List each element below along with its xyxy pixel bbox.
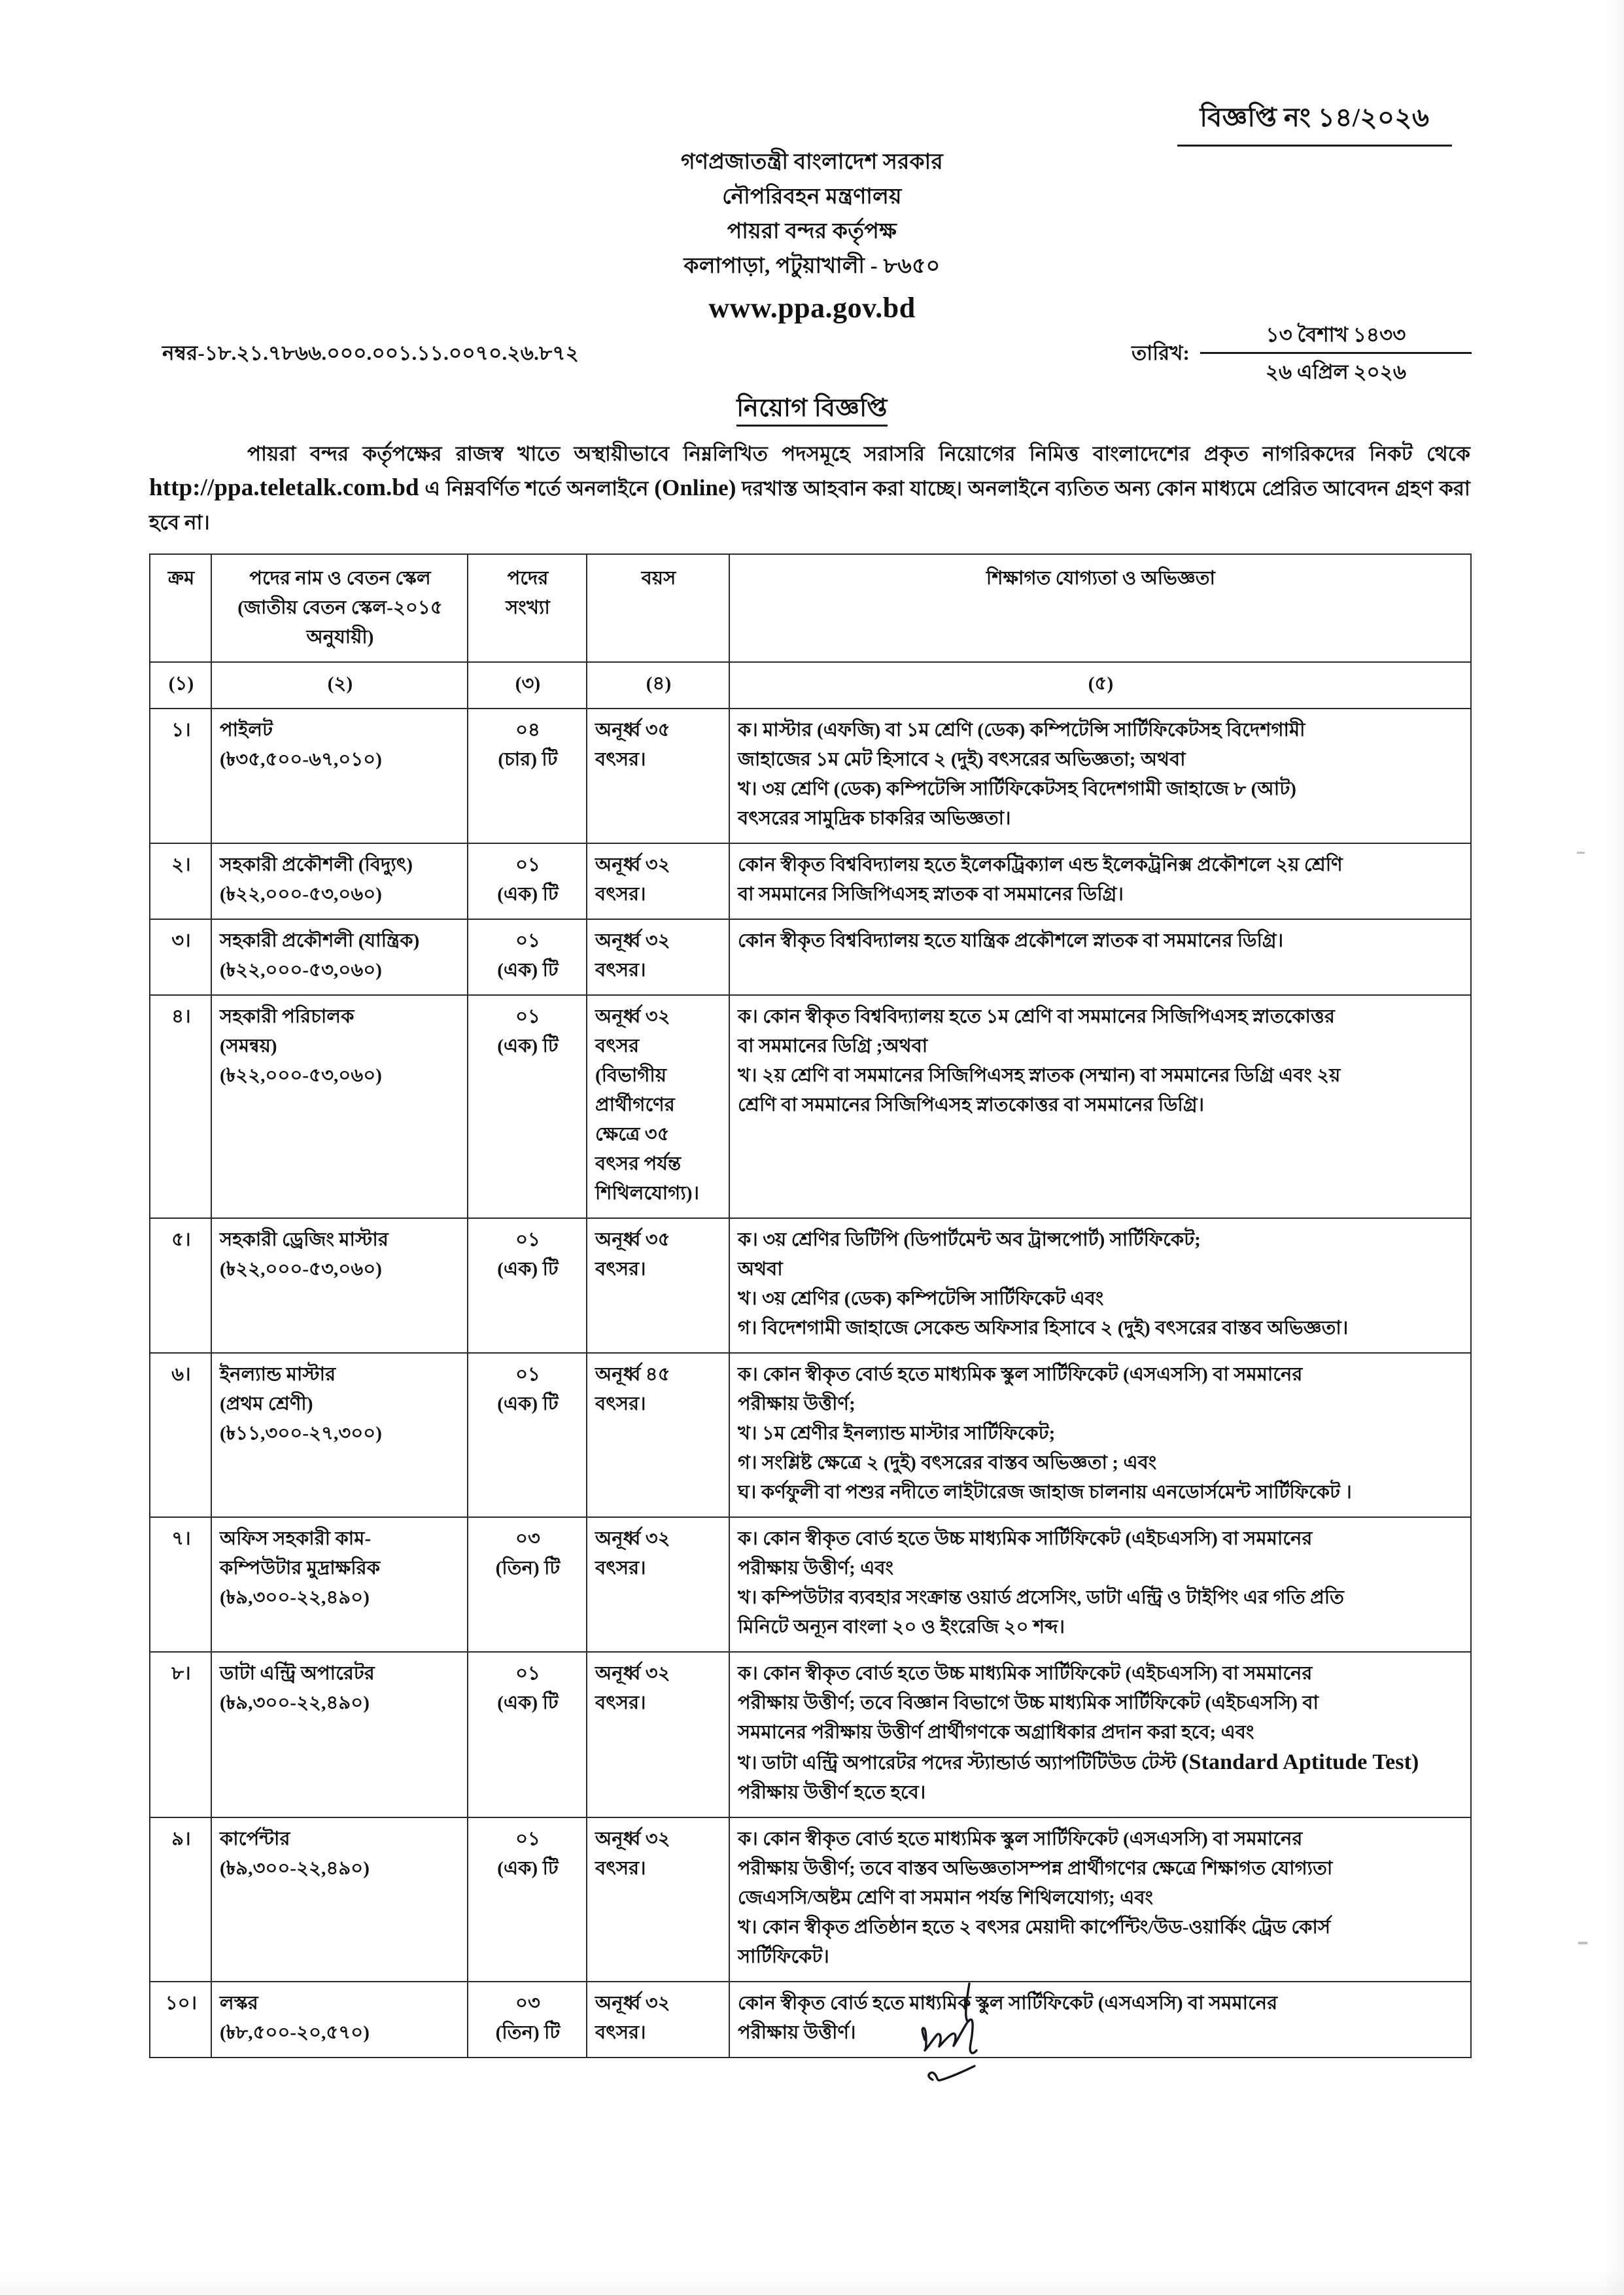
notice-title <box>0 389 1624 430</box>
age-line-1: অনূর্ধ্ব ৩২ <box>595 1829 670 1849</box>
age-line-2: বৎসর। <box>595 1692 646 1713</box>
qual-line: ক। কোন স্বীকৃত বোর্ড হতে উচ্চ মাধ্যমিক সার্টিফিকেট (এইচএসসি) বা সমমানের <box>738 1528 1313 1549</box>
qual-line-mixed-bn-1: খ। ডাটা এন্ট্রি অপারেটর পদের স্ট্যান্ডার্ড অ্যাপটিটিউড টেস্ট <box>738 1753 1182 1774</box>
org-line-address: কলাপাড়া, পটুয়াখালী - ৮৬৫০ <box>683 254 941 278</box>
qual-line: জাহাজের ১ম মেট হিসাবে ২ (দুই) বৎসরের অভিজ্ঞতা; অথবা <box>738 749 1186 770</box>
intro-part-3: দরখাস্ত আহবান করা যাচ্ছে। অনলাইনে ব্যতিত অন্য কোন মাধ্যমে প্রেরিত আবেদন গ্রহণ করা হবে না। <box>149 477 1470 534</box>
organisation-block <box>0 145 1624 328</box>
header-post-line1: পদের নাম ও বেতন স্কেল <box>249 568 431 589</box>
qual-line: পরীক্ষায় উত্তীর্ণ; তবে বিজ্ঞান বিভাগে উচ্চ মাধ্যমিক সার্টিফিকেট (এইচএসসি) বা <box>738 1692 1319 1713</box>
date-values <box>1200 321 1472 388</box>
table-row <box>150 843 1471 919</box>
jobs-table-wrapper <box>149 553 1470 2058</box>
age-line-1: অনূর্ধ্ব ৩২ <box>595 1528 670 1549</box>
row-age <box>587 1652 729 1817</box>
count-number: ০১ <box>515 854 540 875</box>
date-block <box>1132 321 1472 388</box>
post-scale: (৳১১,৩০০-২৭,৩০০) <box>220 1423 382 1444</box>
post-name-sub: (প্রথম শ্রেণী) <box>220 1393 313 1414</box>
row-age <box>587 1517 729 1652</box>
table-row <box>150 709 1471 843</box>
age-line-2: বৎসর। <box>595 1259 646 1280</box>
intro-online-en: (Online) <box>654 475 736 500</box>
row-post <box>211 1652 468 1817</box>
age-line-1: অনূর্ধ্ব ৩২ <box>595 1006 670 1027</box>
qual-line: পরীক্ষায় উত্তীর্ণ; <box>738 1393 855 1414</box>
post-scale: (৳৯,৩০০-২২,৪৯০) <box>220 1587 370 1608</box>
qual-line: বা সমমানের সিজিপিএসহ স্নাতক বা সমমানের ডিগ্রি। <box>738 884 1124 905</box>
table-row <box>150 1652 1471 1817</box>
age-line-2: বৎসর। <box>595 884 646 905</box>
age-line-2: বৎসর। <box>595 749 646 770</box>
post-scale: (৳৮,৫০০-২০,৫৭০) <box>220 2022 370 2043</box>
row-count <box>468 995 587 1218</box>
count-number: ০১ <box>515 930 540 951</box>
row-age <box>587 1817 729 1982</box>
colnum-2: (২) <box>211 662 468 709</box>
colnum-4: (৪) <box>587 662 729 709</box>
jobs-table-body <box>150 709 1471 2058</box>
scan-speck <box>1577 852 1585 854</box>
table-row <box>150 1353 1471 1517</box>
row-age <box>587 709 729 843</box>
qual-line-mixed-bn-2: পরীক্ষায় উত্তীর্ণ হতে হবে। <box>738 1782 926 1803</box>
org-line-government: গণপ্রজাতন্ত্রী বাংলাদেশ সরকার <box>681 150 943 174</box>
qual-line: বৎসরের সামুদ্রিক চাকরির অভিজ্ঞতা। <box>738 808 1011 829</box>
row-qualification <box>729 995 1471 1218</box>
row-post <box>211 709 468 843</box>
table-header-row <box>150 554 1471 662</box>
post-scale: (৳৯,৩০০-২২,৪৯০) <box>220 1858 370 1879</box>
org-website[interactable]: www.ppa.gov.bd <box>708 292 916 324</box>
qual-line: খ। ২য় শ্রেণি বা সমমানের সিজিপিএসহ স্নাতক (সম্মান) বা সমমানের ডিগ্রি এবং ২য় <box>738 1065 1341 1086</box>
colnum-5: (৫) <box>729 662 1471 709</box>
qual-line: গ। সংশ্লিষ্ট ক্ষেত্রে ২ (দুই) বৎসরের বাস্তব অভিজ্ঞতা ; এবং <box>738 1452 1157 1473</box>
table-row <box>150 1517 1471 1652</box>
row-post <box>211 919 468 995</box>
qual-line: ক। ৩য় শ্রেণির ডিটিপি (ডিপার্টমেন্ট অব ট্রান্সপোর্ট) সার্টিফিকেট; <box>738 1229 1201 1250</box>
age-line-1: অনূর্ধ্ব ৩২ <box>595 854 670 875</box>
table-row <box>150 1982 1471 2058</box>
post-name: সহকারী পরিচালক <box>220 1006 354 1027</box>
qual-line: কোন স্বীকৃত বোর্ড হতে মাধ্যমিক স্কুল সার্টিফিকেট (এসএসসি) বা সমমানের <box>738 1993 1278 2014</box>
row-qualification <box>729 709 1471 843</box>
date-label: তারিখ: <box>1132 341 1190 364</box>
intro-paragraph <box>149 437 1470 540</box>
table-row <box>150 1817 1471 1982</box>
age-line-1: অনূর্ধ্ব ৩২ <box>595 930 670 951</box>
qual-line: ক। কোন স্বীকৃত বোর্ড হতে মাধ্যমিক স্কুল সার্টিফিকেট (এসএসসি) বা সমমানের <box>738 1829 1303 1849</box>
age-line-3: (বিভাগীয় <box>595 1065 666 1086</box>
post-name: ইনল্যান্ড মাস্টার <box>220 1364 336 1385</box>
intro-part-2: এ নিম্নবর্ণিত শর্তে অনলাইনে <box>419 477 655 500</box>
count-word: (এক) টি <box>497 1692 559 1713</box>
memo-number: নম্বর-১৮.২১.৭৮৬৬.০০০.০০১.১১.০০৭০.২৬.৮৭২ <box>162 342 579 364</box>
row-age <box>587 1982 729 2058</box>
post-name: লস্কর <box>220 1993 258 2014</box>
post-name-sub: কম্পিউটার মুদ্রাক্ষরিক <box>220 1558 381 1579</box>
post-scale: (৳৯,৩০০-২২,৪৯০) <box>220 1692 370 1713</box>
age-line-2: বৎসর। <box>595 1558 646 1579</box>
qual-line: ক। মাস্টার (এফজি) বা ১ম শ্রেণি (ডেক) কম্পিটেন্সি সার্টিফিকেটসহ বিদেশগামী <box>738 720 1305 741</box>
header-post-count <box>468 554 587 662</box>
qual-line: পরীক্ষায় উত্তীর্ণ। <box>738 2022 856 2043</box>
post-name: পাইলট <box>220 720 273 741</box>
qual-line: ঘ। কর্ণফুলী বা পশুর নদীতে লাইটারেজ জাহাজ চালনায় এনডোর্সমেন্ট সার্টিফিকেট । <box>738 1482 1352 1503</box>
row-age <box>587 995 729 1218</box>
post-name: ডাটা এন্ট্রি অপারেটর <box>220 1663 375 1684</box>
qual-line: সমমানের পরীক্ষায় উত্তীর্ণ প্রার্থীগণকে অগ্রাধিকার প্রদান করা হবে; এবং <box>738 1722 1254 1743</box>
row-post <box>211 843 468 919</box>
header-count-line2: সংখ্যা <box>506 597 550 618</box>
qual-line: শ্রেণি বা সমমানের সিজিপিএসহ স্নাতকোত্তর বা সমমানের ডিগ্রি। <box>738 1095 1205 1115</box>
row-sl: ৪। <box>150 995 211 1218</box>
post-name-sub: (সমন্বয়) <box>220 1036 277 1057</box>
header-qualification: শিক্ষাগত যোগ্যতা ও অভিজ্ঞতা <box>729 554 1471 662</box>
qual-line: গ। বিদেশগামী জাহাজে সেকেন্ড অফিসার হিসাবে ২ (দুই) বৎসরের বাস্তব অভিজ্ঞতা। <box>738 1318 1349 1339</box>
post-name: কার্পেন্টার <box>220 1829 290 1849</box>
qual-line: খ। ৩য় শ্রেণির (ডেক) কম্পিটেন্সি সার্টিফিকেট এবং <box>738 1288 1104 1309</box>
age-line-4: প্রার্থীগণের <box>595 1095 675 1115</box>
table-column-number-row <box>150 662 1471 709</box>
row-count <box>468 843 587 919</box>
qual-line: পরীক্ষায় উত্তীর্ণ; এবং <box>738 1558 894 1579</box>
row-count <box>468 1517 587 1652</box>
row-post <box>211 1517 468 1652</box>
count-word: (তিন) টি <box>495 2022 561 2043</box>
post-name: সহকারী ড্রেজিং মাস্টার <box>220 1229 389 1250</box>
post-name: অফিস সহকারী কাম- <box>220 1528 371 1549</box>
age-line-2: বৎসর <box>595 1036 640 1057</box>
qual-line: ক। কোন স্বীকৃত বোর্ড হতে উচ্চ মাধ্যমিক সার্টিফিকেট (এইচএসসি) বা সমমানের <box>738 1663 1313 1684</box>
qual-line-standard-aptitude-test: (Standard Aptitude Test) <box>1181 1750 1419 1774</box>
qual-line: ক। কোন স্বীকৃত বিশ্ববিদ্যালয় হতে ১ম শ্রেণি বা সমমানের সিজিপিএসহ স্নাতকোত্তর <box>738 1006 1335 1027</box>
scan-edge-bottom <box>0 2269 1624 2295</box>
row-count <box>468 1982 587 2058</box>
row-qualification <box>729 1353 1471 1517</box>
count-word: (চার) টি <box>498 749 558 770</box>
count-number: ০৪ <box>515 720 540 741</box>
count-number: ০১ <box>515 1364 540 1385</box>
count-number: ০১ <box>515 1229 540 1250</box>
header-count-line1: পদের <box>507 568 549 589</box>
qual-line: বা সমমানের ডিগ্রি ;অথবা <box>738 1036 928 1057</box>
row-age <box>587 843 729 919</box>
header-age: বয়স <box>587 554 729 662</box>
row-qualification <box>729 843 1471 919</box>
row-post <box>211 1982 468 2058</box>
handwritten-signature <box>870 1982 1105 2107</box>
colnum-3: (৩) <box>468 662 587 709</box>
age-line-5: ক্ষেত্রে ৩৫ <box>595 1124 670 1145</box>
row-qualification <box>729 1517 1471 1652</box>
row-age <box>587 919 729 995</box>
age-line-2: বৎসর। <box>595 1858 646 1879</box>
count-number: ০১ <box>515 1006 540 1027</box>
count-number: ০১ <box>515 1663 540 1684</box>
age-line-7: শিথিলযোগ্য)। <box>595 1183 700 1204</box>
row-qualification <box>729 1652 1471 1817</box>
table-row <box>150 995 1471 1218</box>
jobs-table <box>149 553 1472 2058</box>
row-count <box>468 1652 587 1817</box>
row-sl: ১। <box>150 709 211 843</box>
age-line-1: অনূর্ধ্ব ৩৫ <box>595 720 670 741</box>
table-row <box>150 919 1471 995</box>
post-scale: (৳২২,০০০-৫৩,০৬০) <box>220 1259 383 1280</box>
colnum-1: (১) <box>150 662 211 709</box>
date-bangla: ১৩ বৈশাখ ১৪৩৩ <box>1200 321 1472 354</box>
count-word: (এক) টি <box>497 960 559 981</box>
qual-line: ক। কোন স্বীকৃত বোর্ড হতে মাধ্যমিক স্কুল সার্টিফিকেট (এসএসসি) বা সমমানের <box>738 1364 1303 1385</box>
row-sl: ৭। <box>150 1517 211 1652</box>
row-count <box>468 919 587 995</box>
count-word: (এক) টি <box>497 1858 559 1879</box>
date-gregorian: ২৬ এপ্রিল ২০২৬ <box>1265 360 1406 383</box>
qual-line: কোন স্বীকৃত বিশ্ববিদ্যালয় হতে ইলেকট্রিক্যাল এন্ড ইলেকট্রনিক্স প্রকৌশলে ২য় শ্রেণি <box>738 854 1343 875</box>
qual-line: খ। কোন স্বীকৃত প্রতিষ্ঠান হতে ২ বৎসর মেয়াদী কার্পেন্টিং/উড-ওয়ার্কিং ট্রেড কোর্স <box>738 1917 1331 1938</box>
qual-line: খ। ৩য় শ্রেণি (ডেক) কম্পিটেন্সি সার্টিফিকেটসহ বিদেশগামী জাহাজে ৮ (আট) <box>738 779 1296 799</box>
row-sl: ২। <box>150 843 211 919</box>
age-line-2: বৎসর। <box>595 1393 646 1414</box>
row-qualification <box>729 919 1471 995</box>
qual-line: অথবা <box>738 1259 783 1280</box>
application-url[interactable]: http://ppa.teletalk.com.bd <box>149 474 419 501</box>
row-sl: ১০। <box>150 1982 211 2058</box>
row-post <box>211 1353 468 1517</box>
row-sl: ৮। <box>150 1652 211 1817</box>
row-count <box>468 709 587 843</box>
qual-line: খ। কম্পিউটার ব্যবহার সংক্রান্ত ওয়ার্ড প্রসেসিং, ডাটা এন্ট্রি ও টাইপিং এর গতি প্রতি <box>738 1587 1345 1608</box>
count-number: ০১ <box>515 1829 540 1849</box>
qual-line: খ। ১ম শ্রেণীর ইনল্যান্ড মাস্টার সার্টিফিকেট; <box>738 1423 1056 1444</box>
row-post <box>211 1218 468 1353</box>
age-line-2: বৎসর। <box>595 960 646 981</box>
post-scale: (৳৩৫,৫০০-৬৭,০১০) <box>220 749 382 770</box>
age-line-2: বৎসর। <box>595 2022 646 2043</box>
post-scale: (৳২২,০০০-৫৩,০৬০) <box>220 1065 383 1086</box>
post-name: সহকারী প্রকৌশলী (যান্ত্রিক) <box>220 930 420 951</box>
row-count <box>468 1817 587 1982</box>
row-sl: ৩। <box>150 919 211 995</box>
qual-line: কোন স্বীকৃত বিশ্ববিদ্যালয় হতে যান্ত্রিক প্রকৌশলে স্নাতক বা সমমানের ডিগ্রি। <box>738 930 1284 951</box>
scan-speck <box>1578 1942 1587 1944</box>
circular-number: বিজ্ঞপ্তি নং ১৪/২০২৬ <box>1177 97 1452 147</box>
count-word: (এক) টি <box>497 1259 559 1280</box>
row-qualification <box>729 1218 1471 1353</box>
count-number: ০৩ <box>515 1528 540 1549</box>
count-word: (তিন) টি <box>495 1558 561 1579</box>
count-word: (এক) টি <box>497 884 559 905</box>
count-word: (এক) টি <box>497 1393 559 1414</box>
age-line-1: অনূর্ধ্ব ৪৫ <box>595 1364 670 1385</box>
row-count <box>468 1218 587 1353</box>
age-line-1: অনূর্ধ্ব ৩৫ <box>595 1229 670 1250</box>
qual-line: মিনিটে অন্যূন বাংলা ২০ ও ইংরেজি ২০ শব্দ। <box>738 1617 1065 1638</box>
qual-line: সার্টিফিকেট। <box>738 1946 829 1967</box>
org-line-ministry: নৌপরিবহন মন্ত্রণালয় <box>722 185 902 209</box>
post-scale: (৳২২,০০০-৫৩,০৬০) <box>220 884 383 905</box>
row-qualification <box>729 1817 1471 1982</box>
scan-edge-right <box>1602 0 1624 2295</box>
age-line-1: অনূর্ধ্ব ৩২ <box>595 1663 670 1684</box>
row-age <box>587 1218 729 1353</box>
header-post-line2: (জাতীয় বেতন স্কেল-২০১৫ <box>237 597 443 618</box>
row-count <box>468 1353 587 1517</box>
row-post <box>211 995 468 1218</box>
qual-line: জেএসসি/অষ্টম শ্রেণি বা সমমান পর্যন্ত শিথিলযোগ্য; এবং <box>738 1887 1154 1908</box>
org-line-authority: পায়রা বন্দর কর্তৃপক্ষ <box>727 220 897 243</box>
row-sl: ৫। <box>150 1218 211 1353</box>
row-post <box>211 1817 468 1982</box>
age-line-6: বৎসর পর্যন্ত <box>595 1153 682 1174</box>
row-sl: ৬। <box>150 1353 211 1517</box>
row-sl: ৯। <box>150 1817 211 1982</box>
count-word: (এক) টি <box>497 1036 559 1057</box>
post-name: সহকারী প্রকৌশলী (বিদ্যুৎ) <box>220 854 413 875</box>
header-post-name-scale <box>211 554 468 662</box>
header-post-line3: অনুযায়ী) <box>306 627 374 648</box>
notice-title-text: নিয়োগ বিজ্ঞপ্তি <box>736 394 888 427</box>
post-scale: (৳২২,০০০-৫৩,০৬০) <box>220 960 383 981</box>
qual-line: পরীক্ষায় উত্তীর্ণ; তবে বাস্তব অভিজ্ঞতাসম্পন্ন প্রার্থীগণের ক্ষেত্রে শিক্ষাগত যোগ্যতা <box>738 1858 1333 1879</box>
table-row <box>150 1218 1471 1353</box>
count-number: ০৩ <box>515 1993 540 2014</box>
header-sl: ক্রম <box>150 554 211 662</box>
age-line-1: অনূর্ধ্ব ৩২ <box>595 1993 670 2014</box>
intro-part-1: পায়রা বন্দর কর্তৃপক্ষের রাজস্ব খাতে অস্থায়ীভাবে নিম্নলিখিত পদসমূহে সরাসরি নিয়োগের নিমিত্ত বাংলাদেশের প্রকৃত নাগরিকদের নিকট থেকে <box>247 442 1470 465</box>
row-age <box>587 1353 729 1517</box>
